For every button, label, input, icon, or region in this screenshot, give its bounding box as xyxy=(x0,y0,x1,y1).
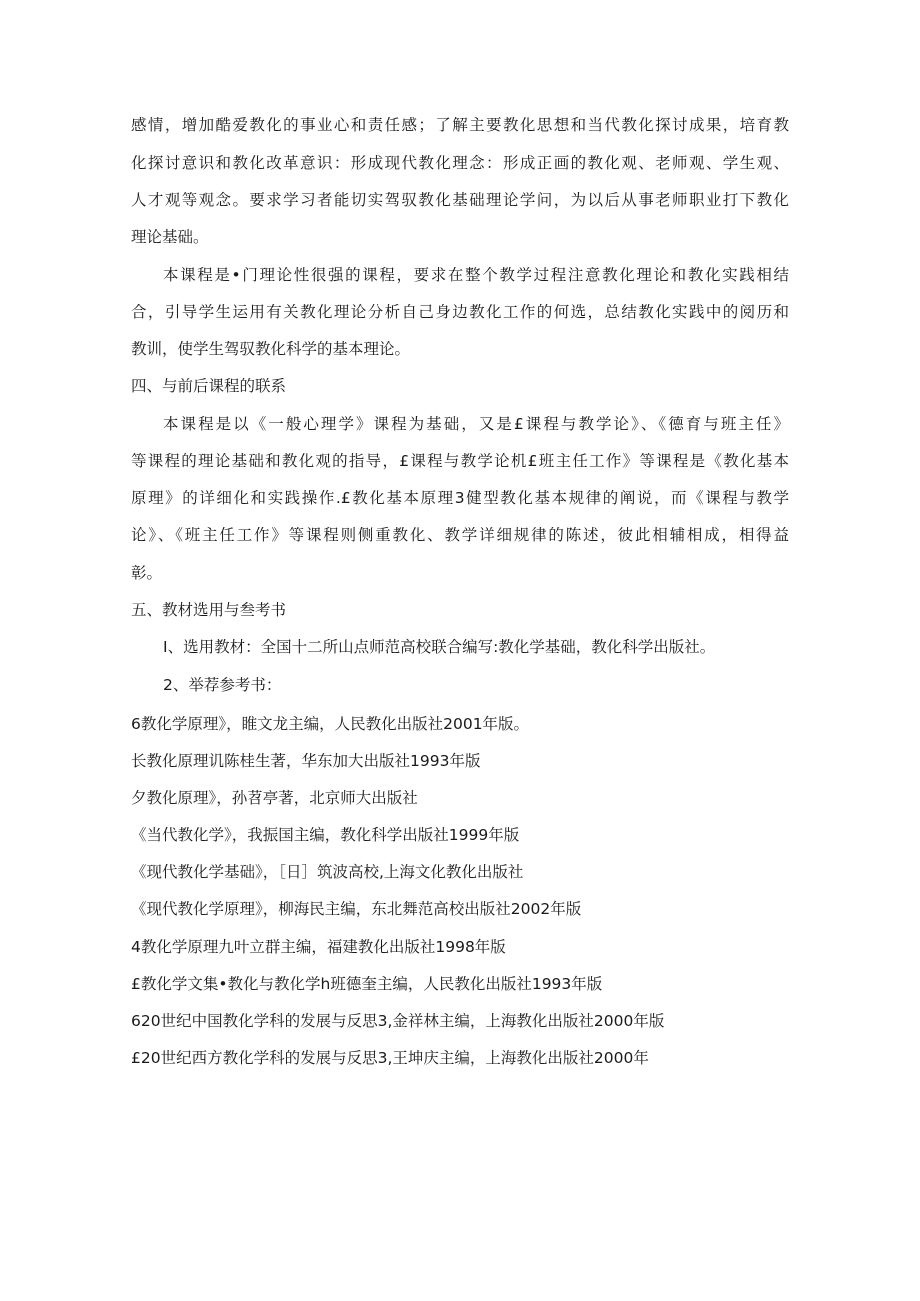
paragraph-3-line-2: 等课程的理论基础和教化观的指导，£课程与教学论机£班主任工作》等课程是《教化基本 xyxy=(131,452,789,470)
paragraph-2-line-2: 合，引导学生运用有关教化理论分析自己身边教化工作的何选，总结教化实践中的阅历和 xyxy=(131,303,789,321)
reference-6: 《现代教化学原理》，柳海民主编，东北舞范高校出版社2002年版 xyxy=(131,900,582,918)
reference-4: 《当代教化学》，我振国主编，教化科学出版社1999年版 xyxy=(131,826,520,844)
paragraph-2-line-1: 本课程是•门理论性很强的课程，要求在整个教学过程注意教化理论和教化实践相结 xyxy=(163,266,789,284)
reference-books-item: 2、举荐参考书： xyxy=(163,676,282,694)
section-heading-5: 五、教材选用与叁考书 xyxy=(131,601,287,619)
paragraph-3-line-3: 原理》的详细化和实践操作.£教化基本原理3健型教化基本规律的阐说，而《课程与教学 xyxy=(131,489,789,507)
reference-3: 夕教化原理》，孙苕亭著，北京师大出版社 xyxy=(131,789,418,807)
reference-5: 《现代教化学基础》，［日］筑波高校,上海文化教化出版社 xyxy=(131,863,524,881)
paragraph-3-line-1: 本课程是以《一般心理学》课程为基础，又是£课程与教学论》、《德育与班主任》 xyxy=(163,415,789,433)
paragraph-3-line-4: 论》、《班主任工作》等课程则侧重教化、教学详细规律的陈述，彼此相辅相成，相得益 xyxy=(131,526,789,544)
paragraph-1-line-4: 理论基础。 xyxy=(131,228,209,246)
paragraph-2-line-3: 教训，使学生驾驭教化科学的基本理论。 xyxy=(131,340,411,358)
textbook-item: I、选用教材：全国十二所山点师范高校联合编写:教化学基础，教化科学出版社。 xyxy=(163,638,716,656)
reference-9: 620世纪中国教化学科的发展与反思3,金祥林主编，上海教化出版社2000年版 xyxy=(131,1012,665,1030)
reference-10: £20世纪西方教化学科的发展与反思3,王坤庆主编，上海教化出版社2000年 xyxy=(131,1049,649,1067)
paragraph-1-line-2: 化探讨意识和教化改革意识：形成现代教化理念：形成正画的教化观、老师观、学生观、 xyxy=(131,154,789,172)
reference-7: 4教化学原理九叶立群主编，福建教化出版社1998年版 xyxy=(131,938,506,956)
section-heading-4: 四、与前后课程的联系 xyxy=(131,377,287,395)
paragraph-1-line-3: 人才观等观念。要求学习者能切实驾驭教化基础理论学问，为以后从事老师职业打下教化 xyxy=(131,191,789,209)
reference-1: 6教化学原理》，睢文龙主编，人民教化出版社2001年版。 xyxy=(131,715,530,733)
paragraph-1-line-1: 感情，增加酷爱教化的事业心和责任感；了解主要教化思想和当代教化探讨成果，培育教 xyxy=(131,116,789,134)
paragraph-3-line-5: 彰。 xyxy=(131,564,163,582)
reference-2: 长教化原理讥陈桂生著，华东加大出版社1993年版 xyxy=(131,752,481,770)
reference-8: £教化学文集•教化与教化学h班德奎主编，人民教化出版社1993年版 xyxy=(131,975,603,993)
